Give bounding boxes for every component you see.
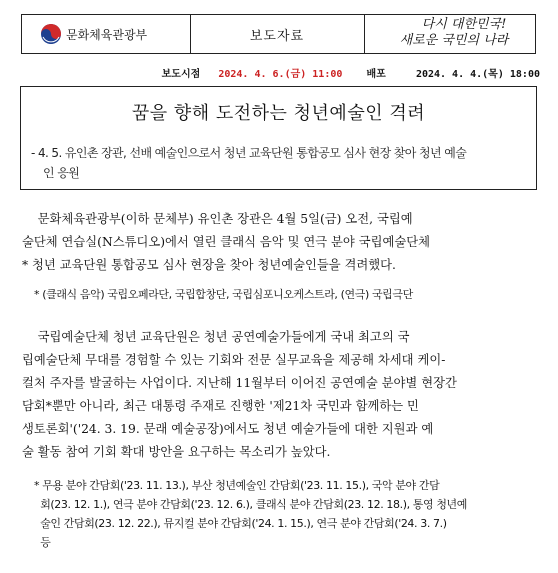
distribution-time: 2024. 4. 4.(목) 18:00 [415, 69, 540, 80]
footnote-2-line-3: 술인 간담회(23. 12. 22.), 뮤지컬 분야 간담회('24. 1. 15.), 연극 분야 간담회('24. 3. 7.) [34, 517, 447, 530]
footnote-1-line: * (클래식 음악) 국립오페라단, 국립합창단, 국립심포니오케스트라, (연극) 국립극단 [34, 288, 413, 301]
doc-type: 보도자료 [249, 29, 305, 44]
header-box [21, 14, 536, 54]
sub-title-line-1: - 4. 5. 유인촌 장관, 선배 예술인으로서 청년 교육단원 통합공모 심사 현장 찾아 청년 예술 [31, 146, 467, 160]
title-box [20, 86, 537, 190]
slogan-cell [364, 15, 535, 53]
paragraph-2-line-5: 생토론회'('24. 3. 19. 문래 예술공장)에서도 청년 예술가들에 대한 지원과 예 [22, 422, 434, 436]
release-time: 2024. 4. 6.(금) 11:00 [218, 69, 343, 80]
paragraph-1-line-1: 문화체육관광부(이하 문체부) 유인촌 장관은 4월 5일(금) 오전, 국립예 [22, 212, 413, 226]
slogan-line-2: 새로운 국민의 나라 [399, 33, 509, 48]
slogan-line-1: 다시 대한민국! [421, 17, 507, 32]
footnote-2-line-2: 회(23. 12. 1.), 연극 분야 간담회('23. 12. 6.), 클래식 분야 간담회(23. 12. 18.), 통영 청년예 [34, 498, 467, 511]
footnote-2-line-4: 등 [34, 536, 51, 549]
sub-title-line-2: 인 응원 [43, 166, 80, 180]
release-label: 보도시점 [161, 69, 201, 80]
doc-type-cell [190, 15, 365, 53]
ministry-cell [22, 15, 191, 53]
paragraph-2-line-1: 국립예술단체 청년 교육단원은 청년 공연예술가들에게 국내 최고의 국 [22, 330, 410, 344]
footnote-2 [34, 476, 542, 552]
paragraph-2 [22, 326, 540, 464]
paragraph-2-line-3: 컬처 주자를 발굴하는 사업이다. 지난해 11월부터 이어진 공연예술 분야별 현장간 [22, 376, 457, 390]
ministry-name: 문화체육관광부 [66, 28, 148, 42]
paragraph-1 [22, 208, 540, 277]
paragraph-2-line-6: 술 활동 참여 기회 확대 방안을 요구하는 목소리가 높았다. [22, 445, 331, 459]
paragraph-2-line-4: 담회*뿐만 아니라, 최근 대통령 주재로 진행한 '제21차 국민과 함께하는 민 [22, 399, 419, 413]
footnote-1 [34, 285, 542, 304]
taegeuk-emblem-icon [40, 23, 62, 45]
footnote-2-line-1: * 무용 분야 간담회('23. 11. 13.), 부산 청년예술인 간담회('23. 11. 15.), 국악 분야 간담 [34, 479, 440, 492]
main-title: 꿈을 향해 도전하는 청년예술인 격려 [131, 103, 426, 124]
paragraph-2-line-2: 립예술단체 무대를 경험할 수 있는 기회와 전문 실무교육을 제공해 차세대 케이- [22, 353, 446, 367]
slogan [374, 17, 534, 49]
distribution-label: 배포 [366, 69, 386, 80]
paragraph-1-line-3: * 청년 교육단원 통합공모 심사 현장을 찾아 청년예술인들을 격려했다. [22, 258, 396, 272]
sub-title [31, 143, 531, 183]
release-info [0, 65, 540, 80]
paragraph-1-line-2: 술단체 연습실(N스튜디오)에서 열린 클래식 음악 및 연극 분야 국립예술단체 [22, 235, 430, 249]
